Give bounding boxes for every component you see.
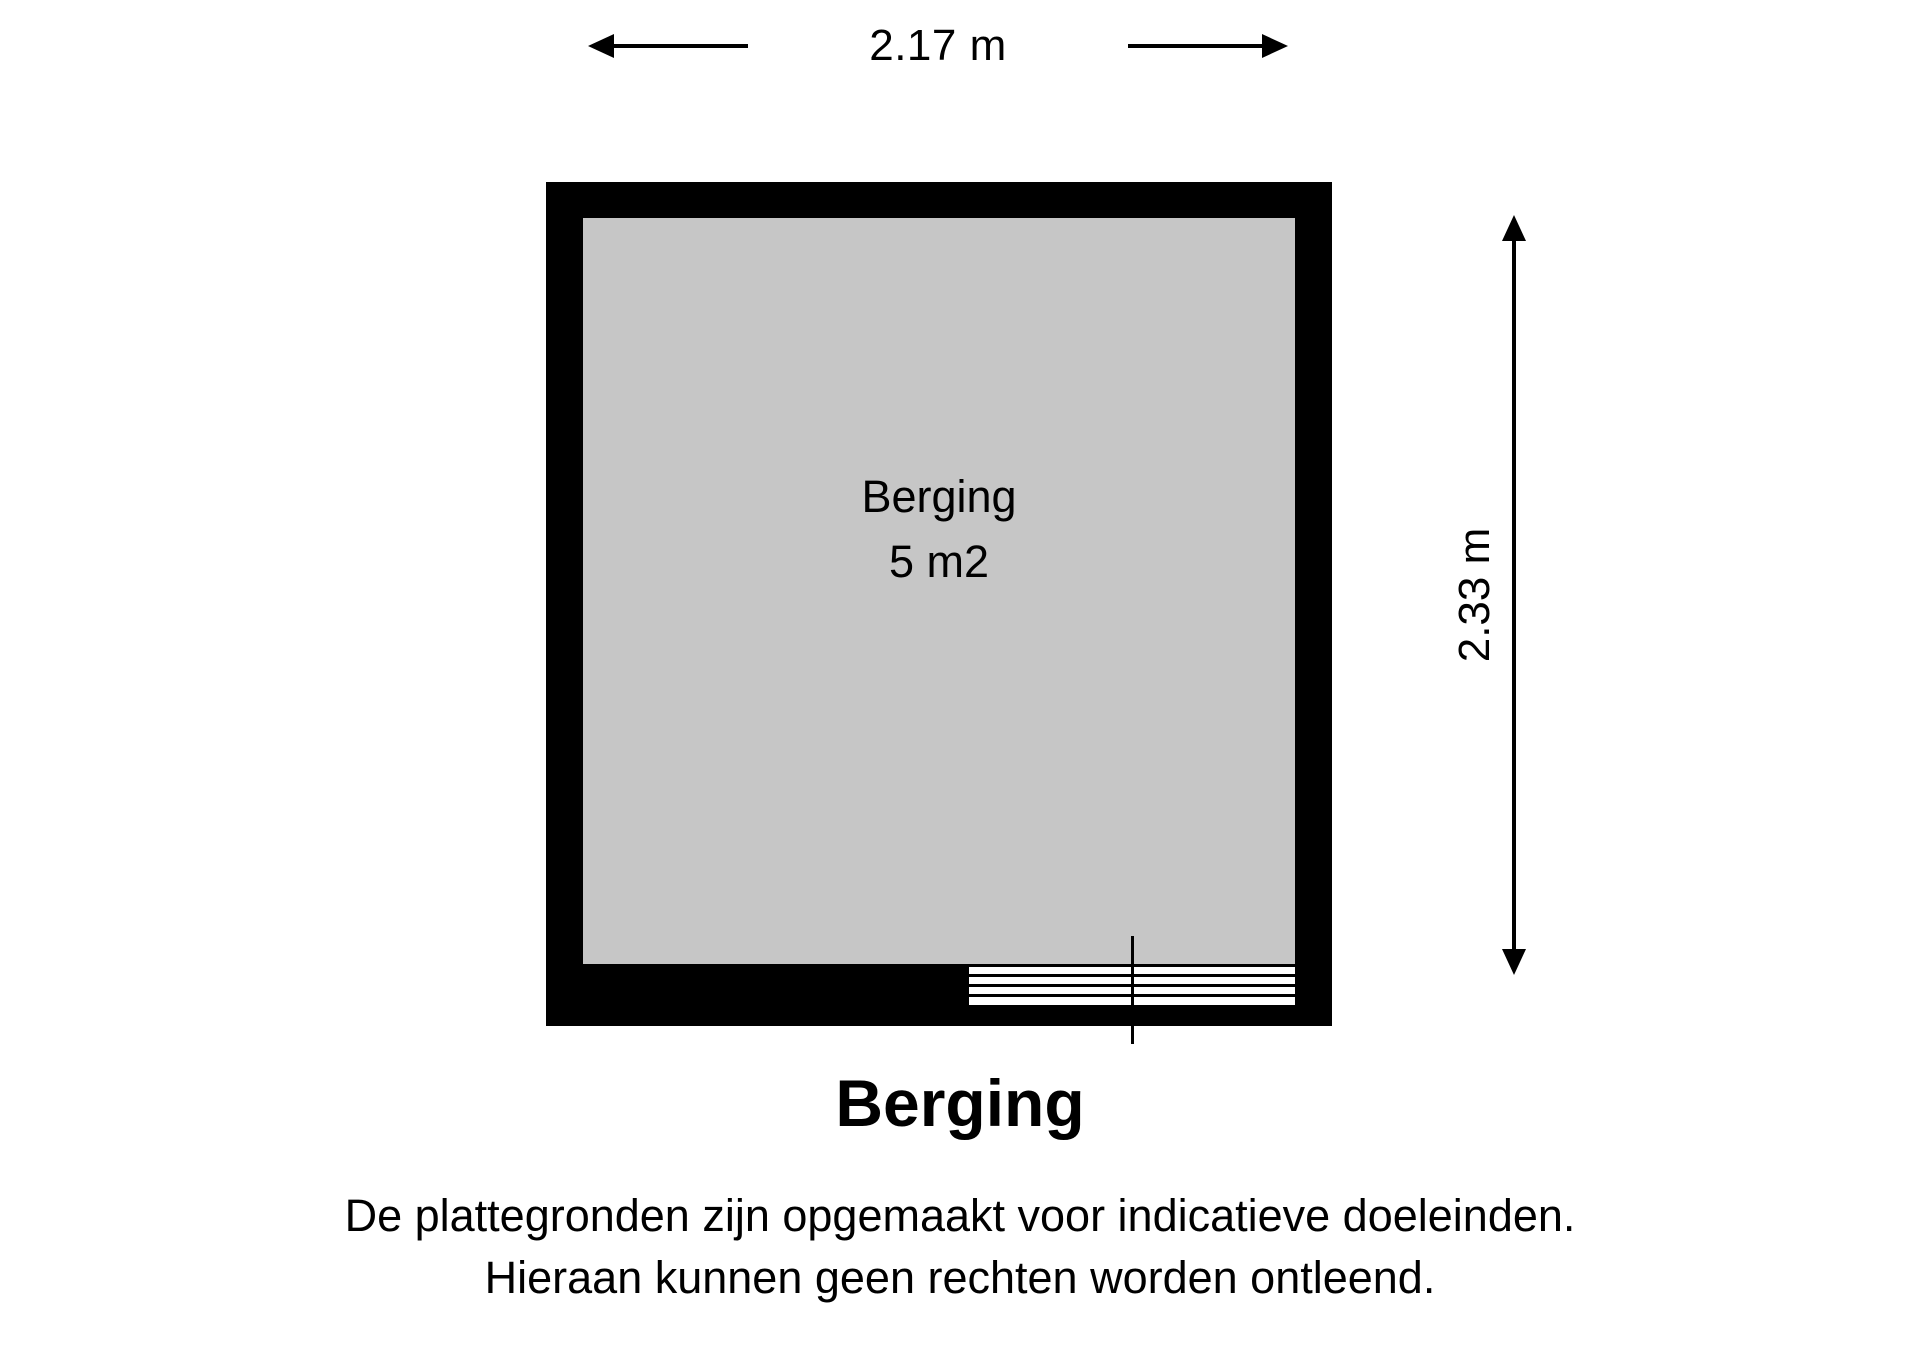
disclaimer: [0, 1185, 1920, 1309]
dimension-height-label: 2.33 m: [1450, 527, 1499, 663]
disclaimer-line-1: De plattegronden zijn opgemaakt voor indicatieve doeleinden.: [344, 1190, 1576, 1241]
room-plan: [546, 182, 1332, 1026]
dimension-width: [588, 14, 1288, 78]
dimension-height-arrow: [1502, 215, 1526, 975]
room-name-label: Berging: [861, 471, 1017, 522]
dimension-width-label: 2.17 m: [869, 21, 1007, 70]
room-area-label: 5 m2: [888, 536, 990, 587]
disclaimer-line-2: Hieraan kunnen geen rechten worden ontleend.: [484, 1252, 1436, 1303]
door-opening-icon: [969, 964, 1295, 1008]
page-title: Berging: [835, 1066, 1085, 1140]
dimension-height: [1440, 215, 1570, 975]
